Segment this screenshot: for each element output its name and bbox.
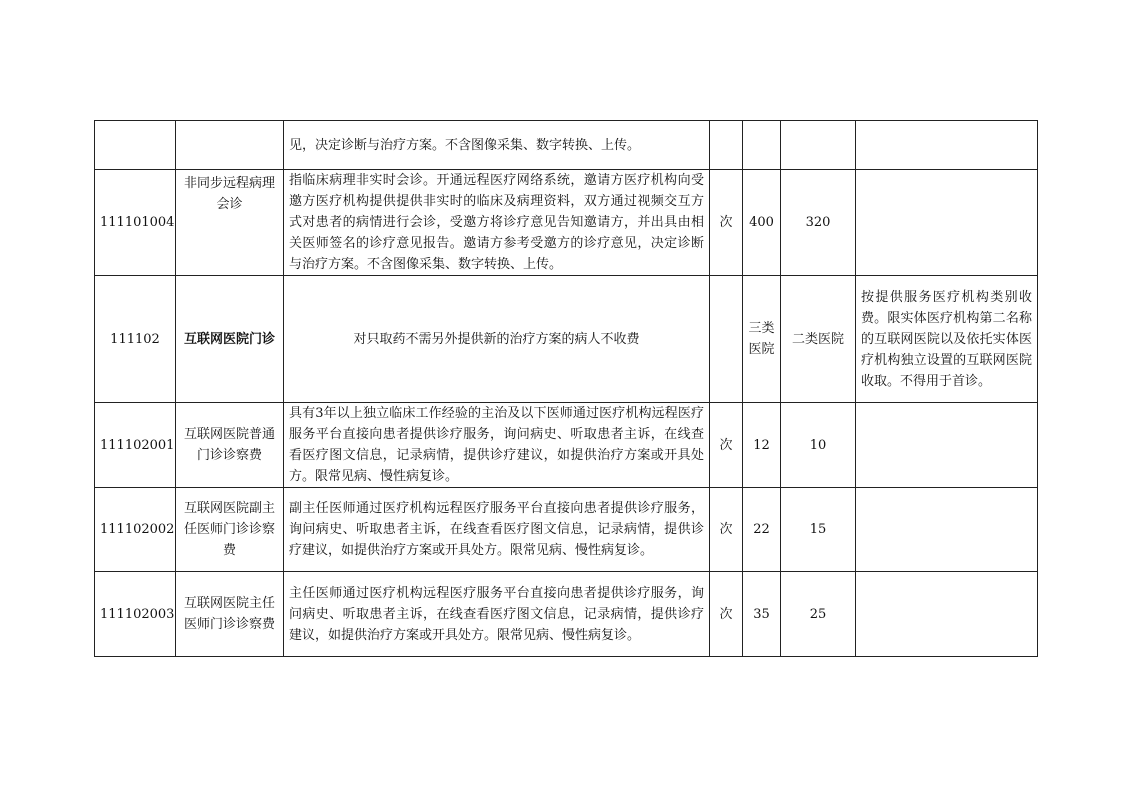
price-tier2-cell: 10 [781, 403, 856, 488]
item-content-cell: 指临床病理非实时会诊。开通远程医疗网络系统，邀请方医疗机构向受邀方医疗机构提供提供非实时的临床及病理资料，双方通过视频交互方式对患者的病情进行会诊，受邀方将诊疗意见告知邀请方，并出具由相关医师签名的诊疗意见报告。邀请方参考受邀方的诊疗意见，决定诊断与治疗方案。不含图像采集、数字转换、上传。 [284, 170, 710, 276]
price-tier3-cell: 35 [743, 572, 781, 657]
item-content-cell: 副主任医师通过医疗机构远程医疗服务平台直接向患者提供诊疗服务，询问病史、听取患者主诉，在线查看医疗图文信息，记录病情，提供诊疗建议，如提供治疗方案或开具处方。限常见病、慢性病复诊。 [284, 488, 710, 572]
price-tier3-cell: 12 [743, 403, 781, 488]
item-code-cell: 111102001 [95, 403, 176, 488]
item-name-cell: 互联网医院普通门诊诊察费 [176, 403, 284, 488]
unit-cell: 次 [710, 403, 743, 488]
item-name-cell: 非同步远程病理会诊 [176, 170, 284, 276]
note-cell [856, 488, 1038, 572]
price-tier3-cell [743, 121, 781, 170]
unit-cell: 次 [710, 170, 743, 276]
table-row [95, 488, 1038, 572]
item-code-cell: 111102 [95, 276, 176, 403]
item-code-cell: 111102002 [95, 488, 176, 572]
price-tier2-cell: 320 [781, 170, 856, 276]
item-code-cell [95, 121, 176, 170]
unit-cell [710, 121, 743, 170]
item-content-cell: 见，决定诊断与治疗方案。不含图像采集、数字转换、上传。 [284, 121, 710, 170]
item-content-cell: 对只取药不需另外提供新的治疗方案的病人不收费 [284, 276, 710, 403]
table-row [95, 403, 1038, 488]
price-tier2-cell [781, 121, 856, 170]
price-tier2-cell: 25 [781, 572, 856, 657]
item-name-cell: 互联网医院副主任医师门诊诊察费 [176, 488, 284, 572]
price-tier3-cell: 三类医院 [743, 276, 781, 403]
table-row [95, 572, 1038, 657]
price-tier2-cell: 二类医院 [781, 276, 856, 403]
item-name-cell: 互联网医院主任医师门诊诊察费 [176, 572, 284, 657]
price-tier2-cell: 15 [781, 488, 856, 572]
unit-cell [710, 276, 743, 403]
item-content-cell: 具有3年以上独立临床工作经验的主治及以下医师通过医疗机构远程医疗服务平台直接向患者提供诊疗服务，询问病史、听取患者主诉，在线查看医疗图文信息，记录病情，提供诊疗建议，如提供治疗方案或开具处方。限常见病、慢性病复诊。 [284, 403, 710, 488]
note-cell [856, 170, 1038, 276]
table-row [95, 121, 1038, 170]
unit-cell: 次 [710, 488, 743, 572]
table-row [95, 276, 1038, 403]
table-row [95, 170, 1038, 276]
price-tier3-cell: 22 [743, 488, 781, 572]
item-code-cell: 111102003 [95, 572, 176, 657]
note-cell [856, 403, 1038, 488]
unit-cell: 次 [710, 572, 743, 657]
item-content-cell: 主任医师通过医疗机构远程医疗服务平台直接向患者提供诊疗服务，询问病史、听取患者主诉，在线查看医疗图文信息，记录病情，提供诊疗建议，如提供治疗方案或开具处方。限常见病、慢性病复诊。 [284, 572, 710, 657]
item-name-cell: 互联网医院门诊 [176, 276, 284, 403]
note-cell [856, 121, 1038, 170]
fee-schedule-table [94, 120, 1038, 657]
note-cell: 按提供服务医疗机构类别收费。限实体医疗机构第二名称的互联网医院以及依托实体医疗机构独立设置的互联网医院收取。不得用于首诊。 [856, 276, 1038, 403]
price-tier3-cell: 400 [743, 170, 781, 276]
note-cell [856, 572, 1038, 657]
item-name-cell [176, 121, 284, 170]
item-code-cell: 111101004 [95, 170, 176, 276]
